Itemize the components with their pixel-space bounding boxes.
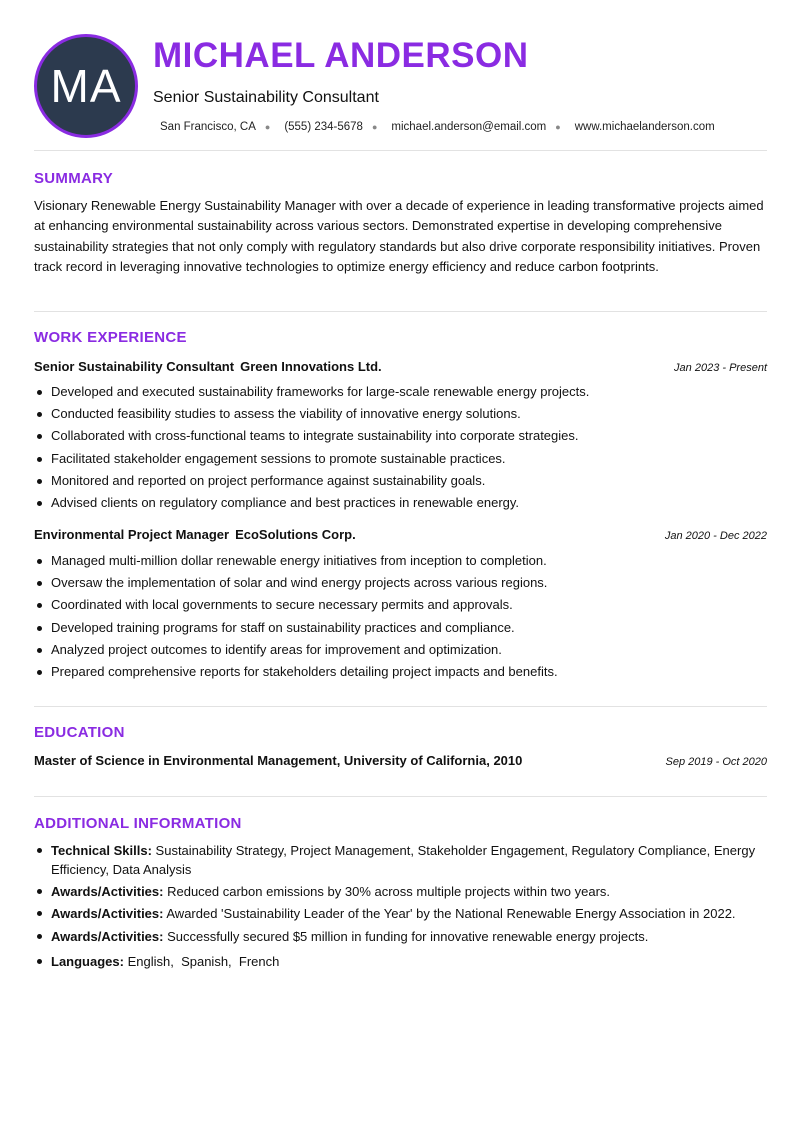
divider [34, 706, 767, 707]
item-label: Awards/Activities: [51, 884, 164, 900]
list-item: Conducted feasibility studies to assess the viability of innovative energy solutions. [34, 403, 767, 425]
job-dates: Jan 2023 - Present [674, 362, 767, 374]
avatar [34, 34, 138, 138]
contact-phone: (555) 234-5678 [284, 121, 363, 133]
job-company: Green Innovations Ltd. [240, 359, 382, 374]
list-item: Facilitated stakeholder engagement sessions to promote sustainable practices. [34, 448, 767, 470]
contact-email[interactable]: michael.anderson@email.com [391, 121, 547, 133]
list-item: Analyzed project outcomes to identify areas for improvement and optimization. [34, 639, 767, 661]
list-item: Coordinated with local governments to secure necessary permits and approvals. [34, 594, 767, 616]
divider [34, 311, 767, 312]
education-dates: Sep 2019 - Oct 2020 [665, 756, 767, 768]
education-heading: EDUCATION [34, 724, 125, 741]
job-bullet-list [34, 381, 767, 514]
list-item: Managed multi-million dollar renewable energy initiatives from inception to completion. [34, 550, 767, 572]
list-item [34, 952, 767, 971]
list-item [34, 841, 767, 879]
list-item: Oversaw the implementation of solar and wind energy projects across various regions. [34, 572, 767, 594]
item-label: Awards/Activities: [51, 906, 164, 922]
divider [34, 150, 767, 151]
item-label: Technical Skills: [51, 843, 152, 858]
job-role-line [34, 527, 356, 542]
item-text: English, Spanish, French [127, 953, 280, 969]
list-item [34, 904, 767, 923]
item-text: Reduced carbon emissions by 30% across multiple projects within two years. [167, 884, 611, 900]
contact-website[interactable]: www.michaelanderson.com [574, 121, 715, 133]
list-item: Developed and executed sustainability frameworks for large-scale renewable energy projects. [34, 381, 767, 403]
job-role-line [34, 359, 382, 374]
avatar-initials: MA [50, 60, 122, 112]
item-label: Languages: [51, 953, 124, 969]
summary-text: Visionary Renewable Energy Sustainability Manager with over a decade of experience in leading transformative projects aimed at enhancing environmental sustainability across various sectors. Demonstrated expertise in developing comprehensive sustainability strategies that not only comply with regulatory standards but also drive corporate responsibility initiatives. Proven track record in leveraging innovative technologies to optimize energy efficiency and reduce carbon footprints. [34, 198, 764, 274]
divider [34, 796, 767, 797]
list-item: Monitored and reported on project performance against sustainability goals. [34, 470, 767, 492]
list-item: Prepared comprehensive reports for stakeholders detailing project impacts and benefits. [34, 661, 767, 683]
list-item [34, 927, 767, 946]
separator-dot-icon: ● [264, 122, 271, 132]
education-degree: Master of Science in Environmental Management, University of California, 2010 [34, 753, 523, 768]
candidate-name: MICHAEL ANDERSON [153, 36, 529, 75]
contact-line [160, 121, 715, 133]
job-header [34, 359, 767, 374]
item-label: Awards/Activities: [51, 928, 164, 944]
job-dates: Jan 2020 - Dec 2022 [664, 530, 767, 542]
education-entry [34, 753, 767, 768]
additional-info-heading: ADDITIONAL INFORMATION [34, 815, 242, 832]
job-header [34, 527, 767, 542]
job-bullet-list [34, 550, 767, 683]
list-item [34, 882, 767, 901]
separator-dot-icon: ● [555, 122, 561, 132]
summary-heading: SUMMARY [34, 170, 114, 187]
list-item: Advised clients on regulatory compliance and best practices in renewable energy. [34, 492, 767, 514]
list-item: Collaborated with cross-functional teams to integrate sustainability into corporate strategies. [34, 425, 767, 447]
contact-location: San Francisco, CA [160, 121, 256, 133]
separator-dot-icon: ● [371, 122, 378, 132]
item-text: Awarded 'Sustainability Leader of the Year' by the National Renewable Energy Association in 2022. [166, 906, 736, 922]
item-text: Sustainability Strategy, Project Management, Stakeholder Engagement, Regulatory Compliance, Energy Efficiency, Data Analysis [51, 843, 756, 877]
candidate-title: Senior Sustainability Consultant [153, 89, 379, 106]
job-role: Environmental Project Manager [34, 527, 230, 542]
item-text: Successfully secured $5 million in funding for innovative renewable energy projects. [167, 928, 649, 944]
job-role: Senior Sustainability Consultant [34, 359, 235, 374]
list-item: Developed training programs for staff on sustainability practices and compliance. [34, 617, 767, 639]
job-company: EcoSolutions Corp. [235, 527, 356, 542]
additional-info-list [34, 841, 767, 974]
work-experience-heading: WORK EXPERIENCE [34, 329, 187, 346]
